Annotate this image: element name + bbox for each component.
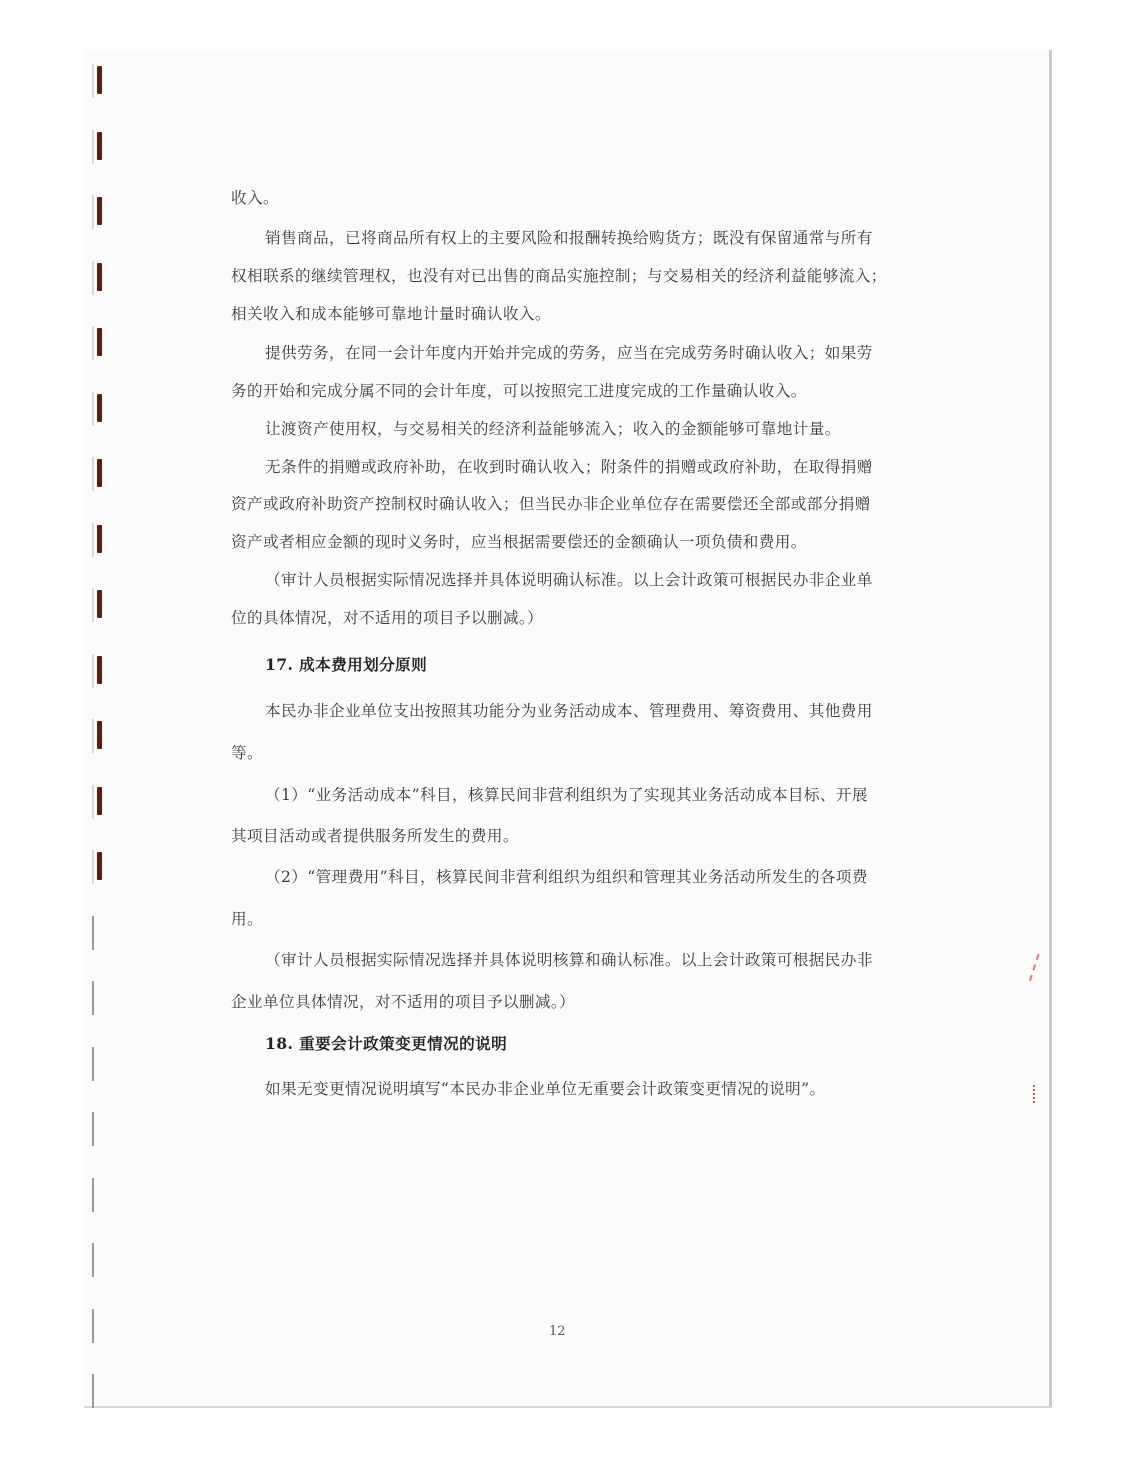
binding-ring-shadow [97, 132, 102, 160]
binding-ring [92, 850, 108, 884]
text-line: 销售商品，已将商品所有权上的主要风险和报酬转换给购货方；既没有保留通常与所有 [265, 229, 873, 247]
binding-ring [92, 916, 108, 950]
section-heading: 18. 重要会计政策变更情况的说明 [265, 1034, 508, 1053]
binding-ring [92, 64, 108, 98]
text-line: 如果无变更情况说明填写“本民办非企业单位无重要会计政策变更情况的说明”。 [265, 1080, 826, 1098]
binding-ring [92, 785, 108, 819]
binding-ring [92, 1178, 108, 1212]
binding-ring [92, 981, 108, 1015]
binding-ring-shadow [97, 525, 102, 553]
binding-ring [92, 195, 108, 229]
binding-ring-shadow [97, 394, 102, 422]
text-line: 用。 [231, 910, 263, 928]
text-line: 让渡资产使用权，与交易相关的经济利益能够流入；收入的金额能够可靠地计量。 [265, 420, 841, 438]
text-line: 位的具体情况，对不适用的项目予以删减。） [231, 609, 544, 627]
binding-ring-shadow [97, 590, 102, 618]
binding-ring-shadow [97, 328, 102, 356]
text-line: 企业单位具体情况，对不适用的项目予以删减。） [231, 993, 576, 1011]
page-number: 12 [549, 1324, 566, 1339]
binding-ring [92, 392, 108, 426]
binding-ring [92, 588, 108, 622]
text-line: 本民办非企业单位支出按照其功能分为业务活动成本、管理费用、筹资费用、其他费用 [265, 702, 873, 720]
binding-ring [92, 457, 108, 491]
binding-ring-shadow [97, 263, 102, 291]
binding-ring-shadow [97, 197, 102, 225]
stamp-mark [1033, 1085, 1045, 1103]
binding-ring [92, 326, 108, 360]
text-line: 资产或政府补助资产控制权时确认收入；但当民办非企业单位存在需要偿还全部或部分捐赠 [231, 495, 871, 513]
binding-ring [92, 1374, 108, 1408]
text-line: 等。 [231, 744, 263, 762]
binding-ring-shadow [97, 852, 102, 880]
binding-ring-shadow [97, 787, 102, 815]
text-line: （1）“业务活动成本”科目，核算民间非营利组织为了实现其业务活动成本目标、开展 [265, 786, 868, 804]
binding-ring [92, 523, 108, 557]
text-line: 务的开始和完成分属不同的会计年度，可以按照完工进度完成的工作量确认收入。 [231, 382, 807, 400]
text-line: （2）“管理费用”科目，核算民间非营利组织为组织和管理其业务活动所发生的各项费 [265, 868, 868, 886]
binding-ring [92, 719, 108, 753]
binding-ring-shadow [97, 459, 102, 487]
text-line: 资产或者相应金额的现时义务时，应当根据需要偿还的金额确认一项负债和费用。 [231, 533, 807, 551]
binding-ring-shadow [97, 66, 102, 94]
text-line: 相关收入和成本能够可靠地计量时确认收入。 [231, 305, 551, 323]
binding-ring [92, 654, 108, 688]
text-line: （审计人员根据实际情况选择并具体说明核算和确认标准。以上会计政策可根据民办非 [265, 951, 873, 969]
text-line: 权相联系的继续管理权，也没有对已出售的商品实施控制；与交易相关的经济利益能够流入； [231, 267, 887, 285]
section-heading: 17. 成本费用划分原则 [265, 655, 428, 674]
binding-ring [92, 261, 108, 295]
binding-ring [92, 1243, 108, 1277]
binding-ring [92, 1309, 108, 1343]
binding-ring [92, 1112, 108, 1146]
binding-ring [92, 1047, 108, 1081]
text-line: 其项目活动或者提供服务所发生的费用。 [231, 827, 519, 845]
text-line: 无条件的捐赠或政府补助，在收到时确认收入；附条件的捐赠或政府补助，在取得捐赠 [265, 458, 873, 476]
text-line: 收入。 [231, 189, 279, 207]
binding-ring-shadow [97, 721, 102, 749]
binding-ring [92, 130, 108, 164]
text-line: 提供劳务，在同一会计年度内开始并完成的劳务，应当在完成劳务时确认收入；如果劳 [265, 344, 873, 362]
binding-ring-shadow [97, 656, 102, 684]
spiral-binding [92, 0, 112, 1467]
text-line: （审计人员根据实际情况选择并具体说明确认标准。以上会计政策可根据民办非企业单 [265, 571, 873, 589]
document-page [84, 50, 1052, 1408]
